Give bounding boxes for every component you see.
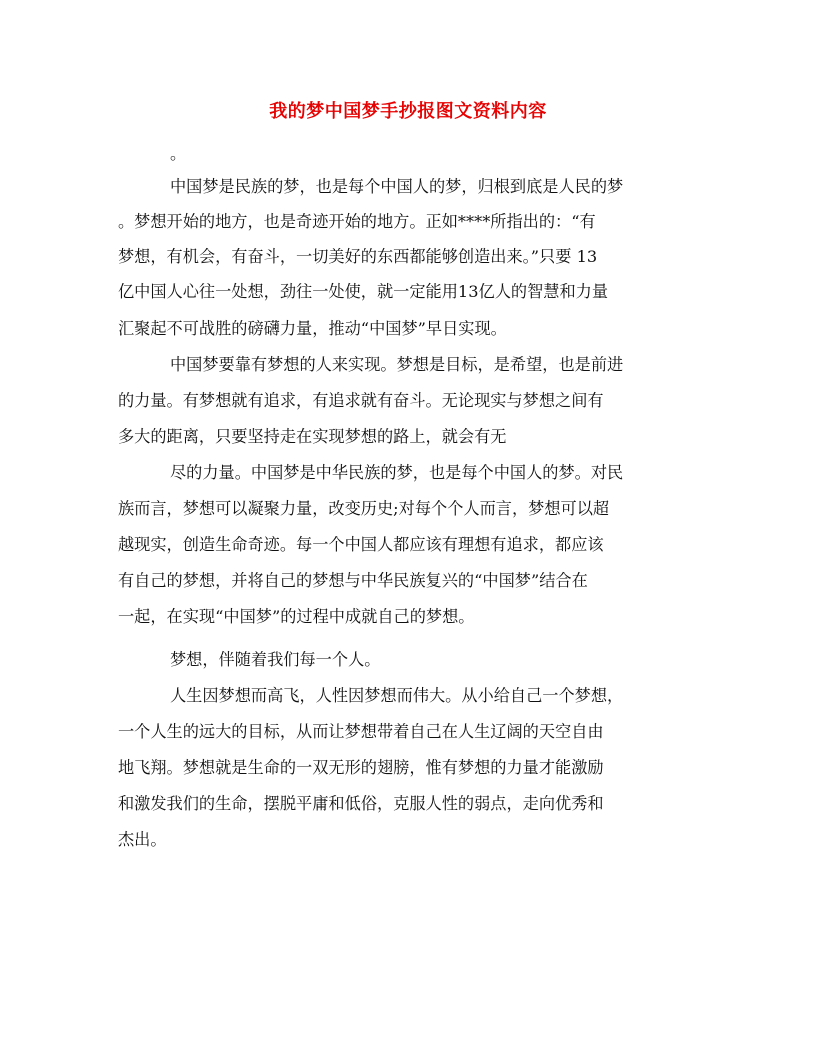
text-line: 人生因梦想而高飞，人性因梦想而伟大。从小给自己一个梦想， — [170, 686, 624, 705]
text-line: 一起，在实现“中国梦”的过程中成就自己的梦想。 — [118, 607, 475, 626]
text-line: 多大的距离，只要坚持走在实现梦想的路上，就会有无 — [118, 427, 507, 446]
text-line: 亿中国人心往一处想，劲往一处使，就一定能用13亿人的智慧和力量 — [118, 282, 609, 301]
text-line: 中国梦要靠有梦想的人来实现。梦想是目标，是希望，也是前进 — [170, 355, 624, 374]
text-line: 杰出。 — [118, 830, 167, 849]
text-line: 越现实，创造生命奇迹。每一个中国人都应该有理想有追求，都应该 — [118, 535, 604, 554]
page-title: 我的梦中国梦手抄报图文资料内容 — [269, 101, 547, 122]
text-line: 有自己的梦想，并将自己的梦想与中华民族复兴的“中国梦”结合在 — [118, 571, 588, 590]
text-line: 中国梦是民族的梦，也是每个中国人的梦，归根到底是人民的梦 — [170, 177, 624, 196]
text-line: 族而言，梦想可以凝聚力量，改变历史;对每个个人而言，梦想可以超 — [118, 499, 610, 518]
text-line: 汇聚起不可战胜的磅礴力量，推动“中国梦”早日实现。 — [118, 319, 507, 338]
text-line: 梦想，伴随着我们每一个人。 — [170, 650, 381, 669]
text-line: 尽的力量。中国梦是中华民族的梦，也是每个中国人的梦。对民 — [170, 463, 624, 482]
text-line: 梦想，有机会，有奋斗，一切美好的东西都能够创造出来。”只要 13 — [118, 247, 598, 266]
text-line: 一个人生的远大的目标，从而让梦想带着自己在人生辽阔的天空自由 — [118, 722, 604, 741]
text-line: 。 — [170, 144, 187, 163]
text-line: 地飞翔。梦想就是生命的一双无形的翅膀，惟有梦想的力量才能激励 — [118, 758, 604, 777]
text-line: 。梦想开始的地方，也是奇迹开始的地方。正如****所指出的：“有 — [118, 212, 596, 231]
text-line: 和激发我们的生命，摆脱平庸和低俗，克服人性的弱点，走向优秀和 — [118, 794, 604, 813]
text-line: 的力量。有梦想就有追求，有追求就有奋斗。无论现实与梦想之间有 — [118, 391, 604, 410]
